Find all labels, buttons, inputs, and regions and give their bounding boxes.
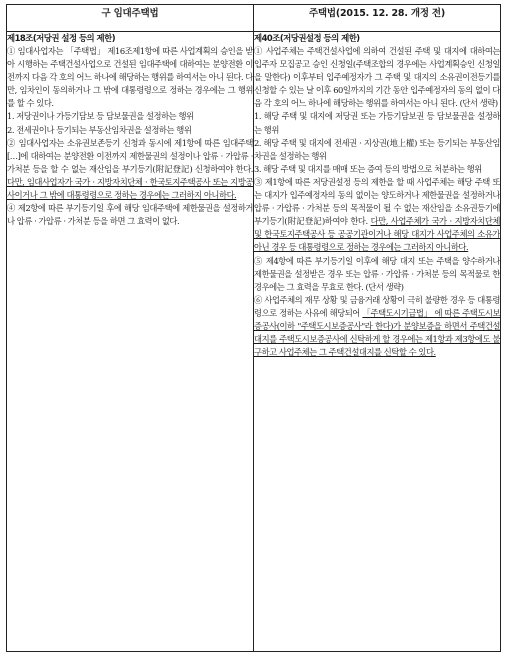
header-old-rental-housing-act: 구 임대주택법 xyxy=(7,5,254,32)
comparison-page xyxy=(6,4,500,652)
right-paragraph-6 xyxy=(254,294,500,359)
right-paragraph-3-text: ③ 제1항에 따른 저당권설정 등의 제한을 할 때 사업주체는 해당 주택 또는 대지가 입주예정자의 동의 없이는 양도하거나 제한물권을 설정하거나 압류 · 가압류 · 가처분 등의 목적물이 될 수 없는 재산임을 소유권등기에 부기등기(附記登記)하여야 한다. xyxy=(254,176,500,227)
right-item-2: 2. 해당 주택 및 대지에 전세권 · 지상권(地上權) 또는 등기되는 부동산임차권을 설정하는 행위 xyxy=(254,137,500,161)
left-item-1: 1. 저당권이나 가등기담보 등 담보물권을 설정하는 행위 xyxy=(7,111,194,122)
right-paragraph-6-text: ⑥ 사업주체의 재무 상황 및 금융거래 상황이 극히 불량한 경우 등 대통령령으로 정하는 사유에 해당되어 xyxy=(254,294,500,318)
left-paragraph-1: ① 임대사업자는 「주택법」 제16조제1항에 따른 사업계획의 승인을 받아 시행하는 주택건설사업으로 건설된 임대주택에 대하여는 분양전환 이전까지 다음 각 호의 어느 하나에 해당하는 행위를 하여서는 아니 된다. 다만, 임차인이 동의하거나 그 밖에 대통령령으로 정하는 경우에는 그 행위를 할 수 있다. xyxy=(7,46,253,109)
right-paragraph-1: ① 사업주체는 주택건설사업에 의하여 건설된 주택 및 대지에 대하여는 입주자 모집공고 승인 신청일(주택조합의 경우에는 사업계획승인 신청일을 말한다) 이후부터 입주예정자가 그 주택 및 대지의 소유권이전등기를 신청할 수 있는 날 이후 60일까지의 기간 동안 입주예정자의 동의 없이 다음 각 호의 어느 하나에 해당하는 행위를 하여서는 아니 된다. (단서 생략) xyxy=(254,46,500,109)
left-paragraph-2-text: ② 임대사업자는 소유권보존등기 신청과 동시에 제1항에 따른 임대주택[…]에 대하여는 분양전환 이전까지 제한물권의 설정이나 압류 · 가압류 · 가처분 등을 할 수 없는 재산임을 부기등기(附記登記) 신청하여야 한다. xyxy=(7,137,253,174)
right-paragraph-3 xyxy=(254,176,500,255)
content-row xyxy=(7,32,501,652)
left-column xyxy=(7,32,254,652)
left-item-2: 2. 전세권이나 등기되는 부동산임차권을 설정하는 행위 xyxy=(7,124,192,135)
right-paragraph-3-underlined: 다만, 사업주체가 국가 · 지방자치단체 및 한국토지주택공사 등 공공기관이거나 해당 대지가 사업주체의 소유가 아닌 경우 등 대통령령으로 정하는 경우에는 그러하지 아니하다. xyxy=(254,216,500,253)
left-paragraph-3: ④ 제2항에 따른 부기등기일 후에 해당 임대주택에 제한물권을 설정하거나 압류 · 가압류 · 가처분 등을 하면 그 효력이 없다. xyxy=(7,203,253,227)
right-paragraph-5: ⑤ 제4항에 따른 부기등기일 이후에 해당 대지 또는 주택을 양수하거나 제한물권을 설정받은 경우 또는 압류 · 가압류 · 가처분 등의 목적물로 한 경우에는 그 효력을 무효로 한다. (단서 생략) xyxy=(254,255,500,292)
comparison-table xyxy=(6,4,501,652)
right-paragraph-6-underlined: 「주택도시기금법」 에 따른 주택도시보증공사(이하 "주택도시보증공사"라 한다)가 분양보증을 하면서 주택건설대지를 주택도시보증공사에 신탁하게 할 경우에는 제1항과 제3항에도 불구하고 사업주체는 그 주택건설대지를 신탁할 수 있다. xyxy=(254,307,501,358)
left-paragraph-2-underlined: 다만, 임대사업자가 국가 · 지방자치단체 · 한국토지주택공사 또는 지방공사이거나 그 밖에 대통령령으로 정하는 경우에는 그러하지 아니하다. xyxy=(7,176,253,201)
left-article-title: 제18조(저당권 설정 등의 제한) xyxy=(7,33,116,43)
right-item-3: 3. 해당 주택 및 대지를 매매 또는 증여 등의 방법으로 처분하는 행위 xyxy=(254,163,482,174)
right-column xyxy=(254,32,501,652)
left-paragraph-2 xyxy=(7,137,253,202)
right-item-1: 1. 해당 주택 및 대지에 저당권 또는 가등기담보권 등 담보물권을 설정하는 행위 xyxy=(254,111,500,135)
right-article-title: 제40조(저당권설정 등의 제한) xyxy=(254,33,360,43)
header-row xyxy=(7,5,501,32)
header-housing-act: 주택법(2015. 12. 28. 개정 전) xyxy=(254,5,501,32)
